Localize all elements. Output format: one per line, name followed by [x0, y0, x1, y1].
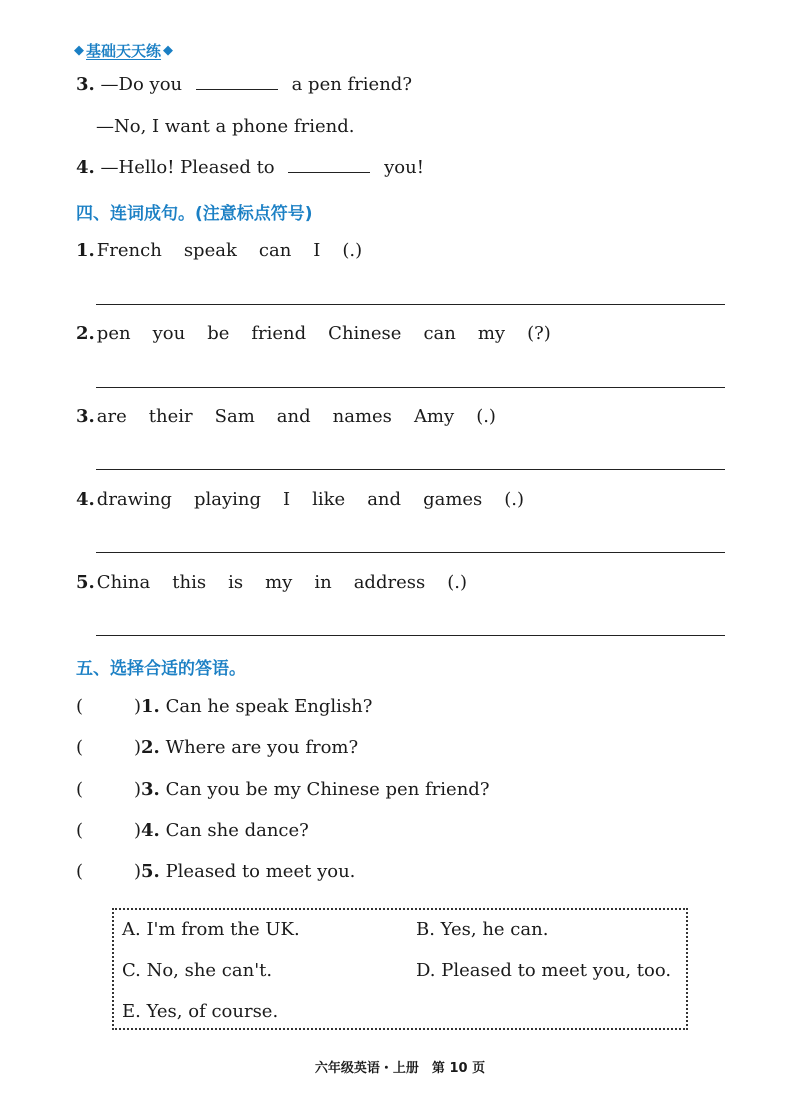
answer-line[interactable] — [96, 469, 725, 470]
answer-bracket[interactable]: ( — [76, 861, 84, 882]
dialogue-item-4: 4. —Hello! Pleased to you! — [76, 157, 424, 178]
section-4-heading: 四、连词成句。(注意标点符号) — [76, 204, 313, 224]
answer-line[interactable] — [96, 387, 725, 388]
reorder-item-2: 2. pen you be friend Chinese can my (?) — [76, 323, 551, 344]
answer-bracket[interactable]: ( — [76, 820, 84, 841]
answer-bracket[interactable]: ( — [76, 696, 84, 717]
tag-label: 基础天天练 — [86, 42, 162, 60]
reorder-item-3: 3. are their Sam and names Amy (.) — [76, 406, 496, 427]
choice-item-4: ( )4. Can she dance? — [76, 820, 309, 841]
answer-line[interactable] — [96, 635, 725, 636]
answer-blank[interactable] — [196, 88, 278, 90]
choice-item-5: ( )5. Pleased to meet you. — [76, 861, 356, 882]
section-tag — [74, 40, 173, 61]
reorder-item-4: 4. drawing playing I like and games (.) — [76, 489, 525, 510]
dialogue-reply: —No, I want a phone friend. — [96, 116, 355, 137]
section-5-heading: 五、选择合适的答语。 — [76, 659, 246, 679]
options-box — [112, 908, 688, 1030]
reorder-item-1: 1. French speak can I (.) — [76, 240, 363, 261]
reorder-item-5: 5. China this is my in address (.) — [76, 572, 467, 593]
diamond-right-icon: ◆ — [163, 43, 174, 58]
dialogue-item-3: 3. —Do you a pen friend? — [76, 74, 412, 95]
option-d: D. Pleased to meet you, too. — [416, 960, 672, 981]
page-footer: 六年级英语・上册 第 10 页 — [314, 1061, 486, 1076]
option-c: C. No, she can't. — [122, 960, 273, 981]
diamond-left-icon: ◆ — [74, 43, 84, 58]
option-e: E. Yes, of course. — [122, 1001, 279, 1022]
option-b: B. Yes, he can. — [416, 919, 549, 940]
answer-line[interactable] — [96, 552, 725, 553]
answer-bracket[interactable]: ( — [76, 737, 84, 758]
answer-blank[interactable] — [288, 171, 370, 173]
choice-item-2: ( )2. Where are you from? — [76, 737, 359, 758]
option-a: A. I'm from the UK. — [122, 919, 300, 940]
choice-item-3: ( )3. Can you be my Chinese pen friend? — [76, 779, 490, 800]
answer-bracket[interactable]: ( — [76, 779, 84, 800]
answer-line[interactable] — [96, 304, 725, 305]
choice-item-1: ( )1. Can he speak English? — [76, 696, 373, 717]
